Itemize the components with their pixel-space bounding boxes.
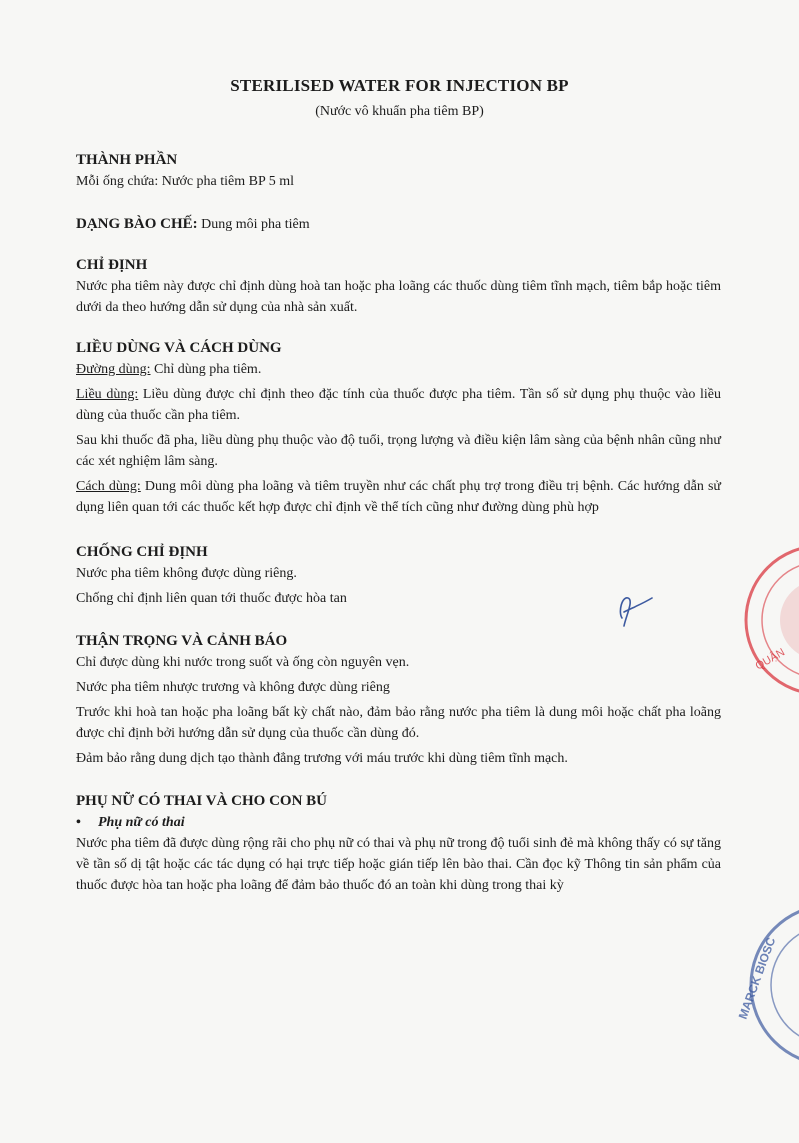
section-line: Đảm bảo rằng dung dịch tạo thành đẳng trương với máu trước khi dùng tiêm tĩnh mạch.: [76, 751, 568, 766]
section-heading: DẠNG BÀO CHẾ:: [76, 216, 198, 232]
section-heading: CHỈ ĐỊNH: [76, 257, 148, 273]
section-dang-bao-che: [76, 214, 721, 235]
section-heading: THÀNH PHẦN: [76, 152, 178, 168]
section-than-trong: [76, 631, 721, 769]
section-heading: CHỐNG CHỈ ĐỊNH: [76, 544, 208, 560]
section-heading: LIỀU DÙNG VÀ CÁCH DÙNG: [76, 340, 282, 356]
section-thanh-phan: [76, 150, 721, 192]
section-line: Nước pha tiêm không được dùng riêng.: [76, 566, 297, 581]
lieu-dung-text: Liều dùng được chỉ định theo đặc tính của thuốc được pha tiêm. Tần số sử dụng phụ thuộc vào liều dùng của thuốc cần pha tiêm.: [76, 387, 721, 423]
document-title: STERILISED WATER FOR INJECTION BP: [230, 76, 569, 95]
section-text: Dung môi pha tiêm: [197, 217, 310, 232]
section-phu-nu: [76, 791, 721, 896]
bullet-item: [76, 812, 721, 833]
lieu-dung-label: Liều dùng:: [76, 387, 139, 402]
svg-text:QUẬN: QUẬN: [753, 646, 788, 673]
section-chi-dinh: [76, 255, 721, 318]
bullet-text: Phụ nữ có thai: [98, 815, 185, 830]
section-line: Chỉ được dùng khi nước trong suốt và ống còn nguyên vẹn.: [76, 655, 410, 670]
bullet-dot-icon: •: [76, 815, 81, 830]
section-lieu-dung: [76, 338, 721, 518]
duong-dung-label: Đường dùng:: [76, 362, 151, 377]
section-text: Mỗi ống chứa: Nước pha tiêm BP 5 ml: [76, 174, 295, 189]
signature-icon: [608, 588, 656, 632]
cach-dung-text: Dung môi dùng pha loãng và tiêm truyền như các chất phụ trợ trong điều trị bệnh. Các hướng dẫn sử dụng liên quan tới các thuốc kết hợp được chỉ định về thể tích cũng như đường dùng phù hợp: [76, 479, 722, 515]
section-line: Chống chỉ định liên quan tới thuốc được hòa tan: [76, 591, 347, 606]
section-heading: THẬN TRỌNG VÀ CẢNH BÁO: [76, 633, 288, 649]
red-round-stamp-icon: [730, 540, 799, 700]
section-text: Nước pha tiêm này được chỉ định dùng hoà tan hoặc pha loãng các thuốc dùng tiêm tĩnh mạch, tiêm bắp hoặc tiêm dưới da theo hướng dẫn sử dụng của nhà sản xuất.: [76, 279, 721, 315]
document-subtitle: (Nước vô khuẩn pha tiêm BP): [315, 104, 484, 119]
document-body: [76, 150, 721, 910]
duong-dung-text: Chỉ dùng pha tiêm.: [150, 362, 262, 377]
section-heading: PHỤ NỮ CÓ THAI VÀ CHO CON BÚ: [76, 793, 327, 809]
blue-round-stamp-icon: [736, 900, 799, 1070]
sau-khi-text: Sau khi thuốc đã pha, liều dùng phụ thuộc vào độ tuổi, trọng lượng và điều kiện lâm sàng của bệnh nhân cũng như các xét nghiệm lâm sàng.: [76, 433, 721, 469]
section-line: Trước khi hoà tan hoặc pha loãng bất kỳ chất nào, đảm bảo rằng nước pha tiêm là dung môi hoặc chất pha loãng được chỉ định bởi hướng dẫn sử dụng của thuốc cần dùng đó.: [76, 705, 721, 741]
section-line: Nước pha tiêm nhược trương và không được dùng riêng: [76, 680, 390, 695]
cach-dung-label: Cách dùng:: [76, 479, 141, 494]
svg-text:MARCK BIOSC: MARCK BIOSC: [736, 935, 779, 1022]
section-text: Nước pha tiêm đã được dùng rộng rãi cho phụ nữ có thai và phụ nữ trong độ tuổi sinh đẻ mà không thấy có sự tăng về tần số dị tật hoặc các tác dụng có hại trực tiếp hoặc gián tiếp lên bào thai. Cần đọc kỹ Thông tin sản phẩm của thuốc được hòa tan hoặc pha loãng để đảm bảo thuốc đó an toàn khi dùng trong thai kỳ: [76, 836, 721, 893]
